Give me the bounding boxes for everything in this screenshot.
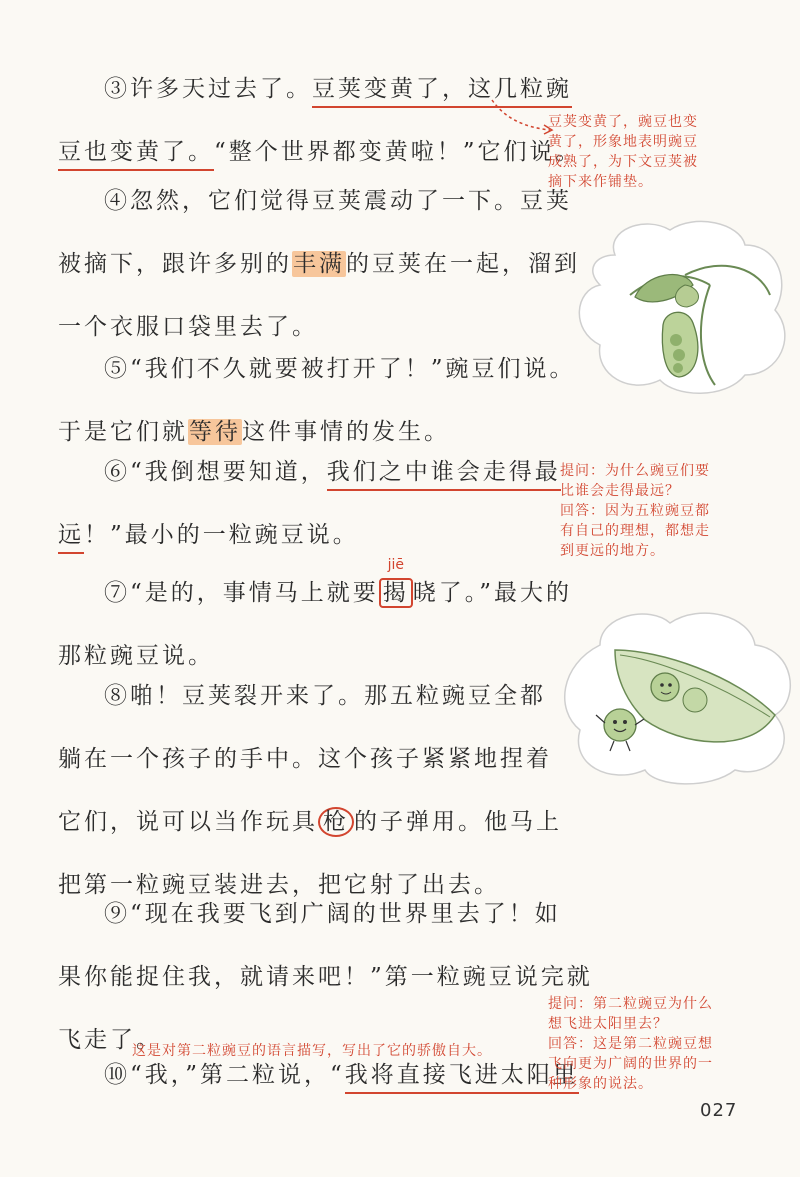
text-line [58,58,572,121]
paragraph-number: ④ [104,188,130,214]
note-line: 有自己的理想，都想走 [560,523,710,539]
paragraph-6 [58,441,561,567]
text-line [58,233,580,296]
text-segment: “我倒想要知道， [130,459,327,485]
note-line: 黄了，形象地表明豌豆 [548,134,698,150]
paragraph-4 [58,170,580,359]
note-line: 回答：这是第二粒豌豆想 [548,1036,713,1052]
note-line: 这是对第二粒豌豆的语言描写，写出了它的骄傲自大。 [132,1043,492,1059]
text-line [58,504,548,567]
open-pea-pod-with-peas-illustration [560,605,800,790]
text-line [58,791,562,854]
text-segment: “现在我要飞到广阔的世界里去了！如 [130,901,561,927]
page-number: 027 [700,1100,738,1121]
underlined-text: 豆也变黄了。 [58,139,214,171]
text-segment: 飞走了。 [58,1027,162,1053]
note-question-farthest [560,461,710,561]
text-segment: 那粒豌豆说。 [58,643,214,669]
paragraph-8 [58,665,562,917]
note-line: 豆荚变黄了，豌豆也变 [548,114,698,130]
note-arrow-icon [490,98,560,138]
text-segment: “整个世界都变黄啦！”它们说。 [214,139,582,165]
paragraph-3 [58,58,582,184]
highlighted-word: 丰满 [293,251,345,277]
note-line: 成熟了，为下文豆荚被 [548,154,698,170]
text-segment: 的子弹用。他马上 [354,809,562,835]
text-segment: 许多天过去了。 [130,76,312,102]
underlined-text: 我将直接飞进太阳里 [345,1062,579,1094]
underlined-text: 远 [58,522,84,554]
text-segment: 忽然，它们觉得豆荚震动了一下。豆荚 [130,188,572,214]
pea-pod-on-vine-illustration [575,215,800,400]
text-segment: 它们，说可以当作玩具 [58,809,318,835]
text-segment: ！”最小的一粒豌豆说。 [84,522,359,548]
note-line: 到更远的地方。 [560,543,665,559]
note-language-description [132,1041,492,1061]
text-segment: 这件事情的发生。 [242,419,450,445]
underlined-text: 豆荚变黄了，这几粒豌 [312,76,572,108]
pinyin-annotation: jiē [387,557,404,573]
text-segment: 果你能捉住我，就请来吧！”第一粒豌豆说完就 [58,964,593,990]
paragraph-number: ⑩ [104,1062,130,1088]
text-segment: “我，”第二粒说，“ [130,1062,345,1088]
paragraph-number: ⑨ [104,901,130,927]
paragraph-number: ③ [104,76,130,102]
text-line [58,557,573,625]
paragraph-number: ⑦ [104,580,130,606]
text-line [58,338,576,401]
note-line: 摘下来作铺垫。 [548,174,653,190]
text-segment: 的豆荚在一起，溜到 [346,251,580,277]
text-line [58,441,561,504]
text-segment: “是的，事情马上就要 [130,580,379,606]
note-question-sun [548,994,713,1094]
text-segment: 晓了。”最大的 [412,580,573,606]
text-segment: 被摘下，跟许多别的 [58,251,292,277]
note-line: 提问：第二粒豌豆为什么 [548,996,713,1012]
note-line: 想飞进太阳里去？ [548,1016,668,1032]
text-segment: “我们不久就要被打开了！”豌豆们说。 [130,356,576,382]
text-segment: 一个衣服口袋里去了。 [58,314,318,340]
text-line [58,728,552,791]
text-line [58,170,572,233]
note-line: 回答：因为五粒豌豆都 [560,503,710,519]
underlined-text: 我们之中谁会走得最 [327,459,561,491]
text-segment: 躺在一个孩子的手中。这个孩子紧紧地捏着 [58,746,552,772]
text-segment: 啪！豆荚裂开来了。那五粒豌豆全都 [130,683,546,709]
paragraph-number: ⑥ [104,459,130,485]
boxed-character: 揭 jiē [379,578,413,608]
text-line [58,883,561,946]
note-pod-yellow [548,112,698,192]
circled-character: 枪 [318,807,354,837]
note-line: 种形象的说法。 [548,1076,653,1092]
note-line: 比谁会走得最远？ [560,483,680,499]
paragraph-number: ⑧ [104,683,130,709]
text-segment: 于是它们就 [58,419,188,445]
text-line [58,665,548,728]
paragraph-number: ⑤ [104,356,130,382]
text-segment: 把第一粒豌豆装进去，把它射了出去。 [58,872,500,898]
note-line: 提问：为什么豌豆们要 [560,463,710,479]
text-line [58,946,593,1009]
note-line: 飞向更为广阔的世界的一 [548,1056,713,1072]
highlighted-word: 等待 [189,419,241,445]
